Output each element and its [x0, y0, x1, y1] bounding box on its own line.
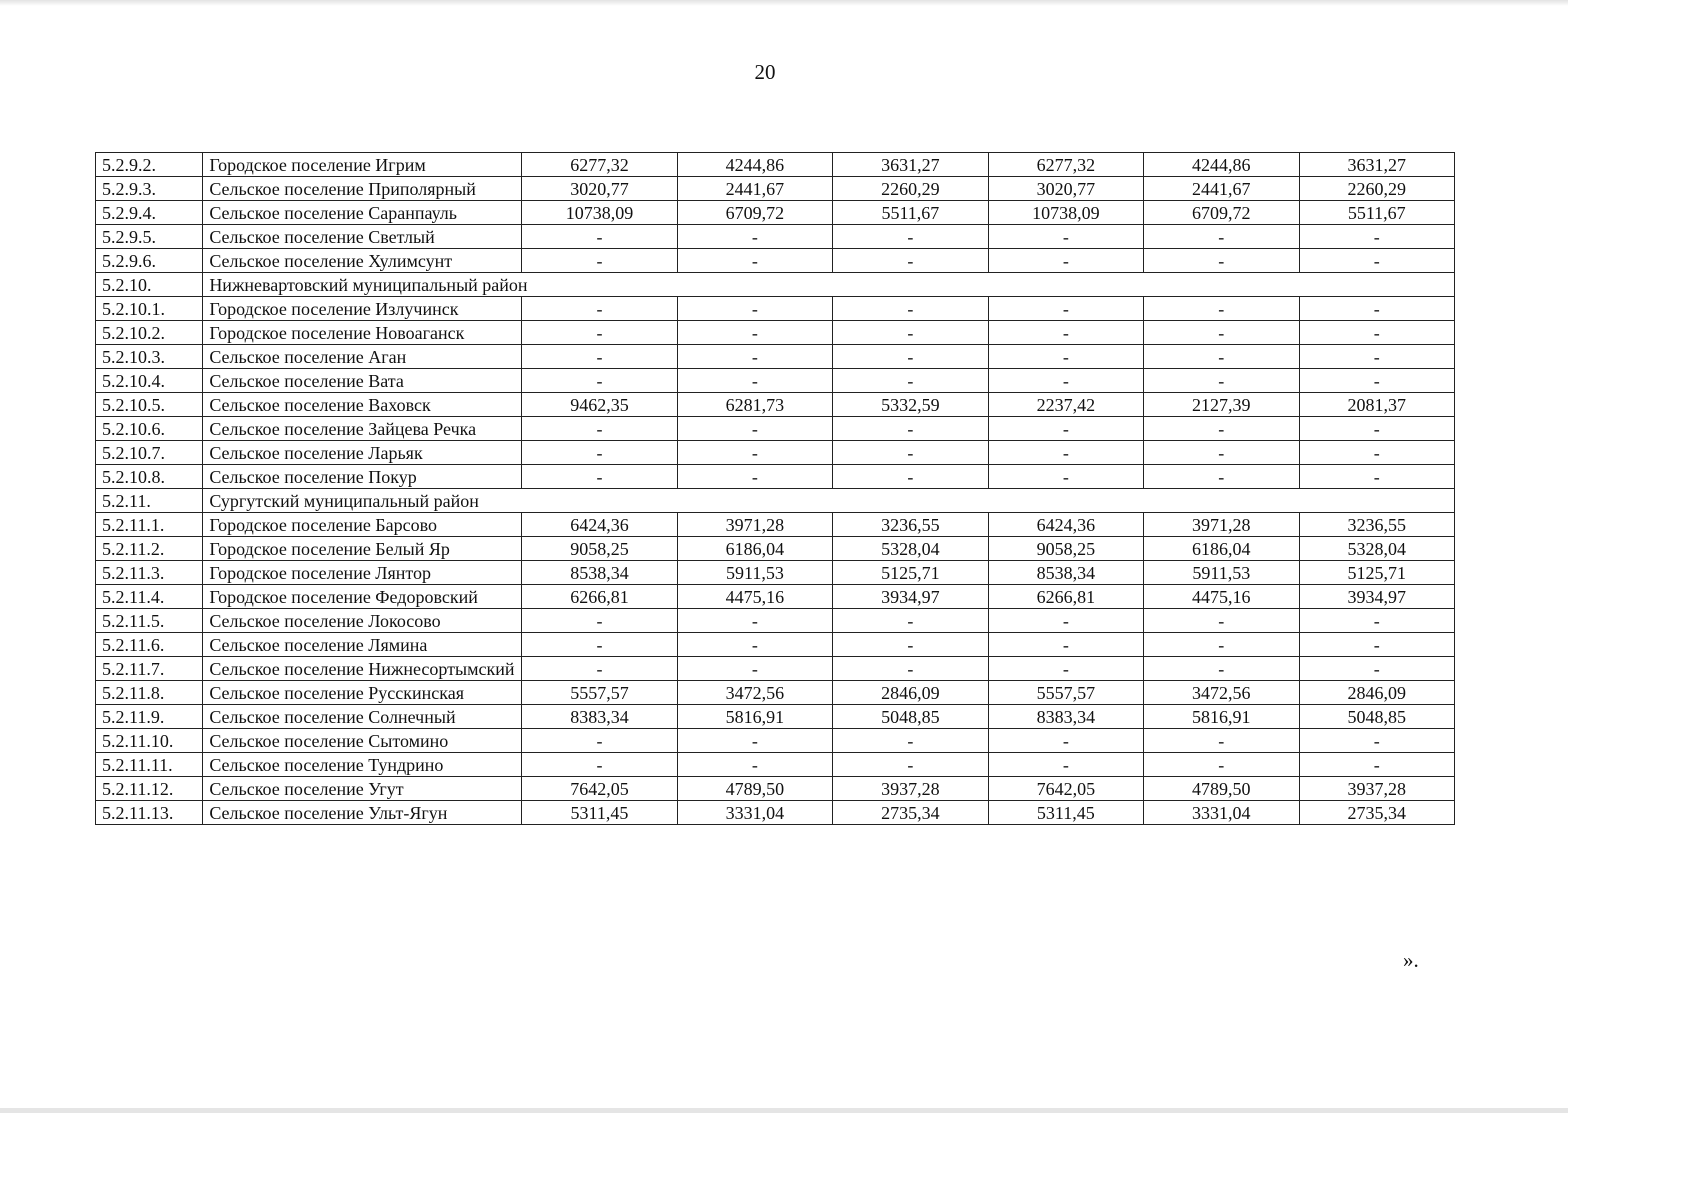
settlement-name: Сельское поселение Вата — [203, 369, 522, 393]
value-cell: 5816,91 — [1144, 705, 1299, 729]
value-cell: 2260,29 — [833, 177, 988, 201]
value-cell: - — [677, 345, 832, 369]
row-code: 5.2.9.3. — [96, 177, 203, 201]
value-cell: 2846,09 — [1299, 681, 1454, 705]
value-cell: 5328,04 — [1299, 537, 1454, 561]
value-cell: - — [1299, 321, 1454, 345]
value-cell: - — [522, 297, 677, 321]
value-cell: - — [1299, 417, 1454, 441]
value-cell: - — [1144, 657, 1299, 681]
value-cell: 5048,85 — [1299, 705, 1454, 729]
settlement-name: Сельское поселение Хулимсунт — [203, 249, 522, 273]
settlement-name: Сельское поселение Угут — [203, 777, 522, 801]
table-row — [96, 537, 1455, 561]
value-cell: - — [833, 465, 988, 489]
value-cell: - — [988, 345, 1143, 369]
row-code: 5.2.11.12. — [96, 777, 203, 801]
table-row — [96, 801, 1455, 825]
value-cell: - — [1144, 729, 1299, 753]
row-code: 5.2.10.7. — [96, 441, 203, 465]
value-cell: - — [833, 753, 988, 777]
value-cell: 5311,45 — [988, 801, 1143, 825]
value-cell: - — [988, 369, 1143, 393]
value-cell: - — [1144, 441, 1299, 465]
value-cell: 5557,57 — [988, 681, 1143, 705]
value-cell: - — [1144, 633, 1299, 657]
value-cell: - — [677, 249, 832, 273]
row-code: 5.2.11.6. — [96, 633, 203, 657]
value-cell: 2127,39 — [1144, 393, 1299, 417]
table-row — [96, 249, 1455, 273]
value-cell: 5048,85 — [833, 705, 988, 729]
value-cell: 10738,09 — [988, 201, 1143, 225]
settlement-name: Городское поселение Лянтор — [203, 561, 522, 585]
value-cell: 2441,67 — [677, 177, 832, 201]
settlement-name: Сельское поселение Нижнесортымский — [203, 657, 522, 681]
value-cell: - — [1299, 465, 1454, 489]
section-name: Нижневартовский муниципальный район — [203, 273, 1455, 297]
value-cell: - — [988, 441, 1143, 465]
value-cell: 3971,28 — [677, 513, 832, 537]
value-cell: - — [833, 321, 988, 345]
settlement-name: Городское поселение Излучинск — [203, 297, 522, 321]
settlement-name: Сельское поселение Зайцева Речка — [203, 417, 522, 441]
value-cell: - — [988, 465, 1143, 489]
settlement-name: Сельское поселение Светлый — [203, 225, 522, 249]
scan-edge-top — [0, 0, 1568, 6]
scan-edge-bottom — [0, 1108, 1568, 1113]
value-cell: 5311,45 — [522, 801, 677, 825]
value-cell: 6277,32 — [988, 153, 1143, 177]
value-cell: - — [833, 225, 988, 249]
value-cell: - — [677, 609, 832, 633]
table-row — [96, 609, 1455, 633]
value-cell: 5511,67 — [833, 201, 988, 225]
table-row — [96, 345, 1455, 369]
value-cell: - — [677, 657, 832, 681]
row-code: 5.2.9.4. — [96, 201, 203, 225]
value-cell: 8383,34 — [522, 705, 677, 729]
value-cell: 3631,27 — [1299, 153, 1454, 177]
value-cell: - — [1299, 633, 1454, 657]
value-cell: 5125,71 — [833, 561, 988, 585]
value-cell: - — [1144, 465, 1299, 489]
value-cell: - — [1144, 345, 1299, 369]
value-cell: 3631,27 — [833, 153, 988, 177]
value-cell: 2846,09 — [833, 681, 988, 705]
table-row — [96, 417, 1455, 441]
value-cell: - — [522, 753, 677, 777]
value-cell: 5328,04 — [833, 537, 988, 561]
table-row — [96, 681, 1455, 705]
value-cell: - — [1144, 297, 1299, 321]
value-cell: 3934,97 — [1299, 585, 1454, 609]
value-cell: - — [677, 753, 832, 777]
row-code: 5.2.9.6. — [96, 249, 203, 273]
value-cell: - — [677, 297, 832, 321]
value-cell: 2260,29 — [1299, 177, 1454, 201]
value-cell: - — [522, 441, 677, 465]
value-cell: - — [1144, 321, 1299, 345]
section-name: Сургутский муниципальный район — [203, 489, 1455, 513]
value-cell: 4475,16 — [677, 585, 832, 609]
table-row — [96, 201, 1455, 225]
row-code: 5.2.11.13. — [96, 801, 203, 825]
value-cell: - — [1144, 753, 1299, 777]
value-cell: 4244,86 — [1144, 153, 1299, 177]
value-cell: - — [522, 345, 677, 369]
value-cell: - — [1144, 249, 1299, 273]
value-cell: - — [1299, 657, 1454, 681]
value-cell: - — [677, 729, 832, 753]
row-code: 5.2.11.10. — [96, 729, 203, 753]
value-cell: - — [833, 297, 988, 321]
value-cell: - — [988, 417, 1143, 441]
value-cell: 3020,77 — [522, 177, 677, 201]
value-cell: - — [522, 369, 677, 393]
settlement-name: Городское поселение Игрим — [203, 153, 522, 177]
value-cell: 2081,37 — [1299, 393, 1454, 417]
value-cell: - — [1299, 345, 1454, 369]
value-cell: 6266,81 — [988, 585, 1143, 609]
value-cell: 8538,34 — [522, 561, 677, 585]
value-cell: 3236,55 — [1299, 513, 1454, 537]
value-cell: - — [1144, 417, 1299, 441]
value-cell: 3236,55 — [833, 513, 988, 537]
value-cell: 10738,09 — [522, 201, 677, 225]
value-cell: - — [522, 465, 677, 489]
settlement-name: Сельское поселение Локосово — [203, 609, 522, 633]
value-cell: 3472,56 — [677, 681, 832, 705]
value-cell: - — [1299, 441, 1454, 465]
value-cell: - — [522, 609, 677, 633]
row-code: 5.2.10.2. — [96, 321, 203, 345]
value-cell: - — [677, 465, 832, 489]
value-cell: - — [1144, 369, 1299, 393]
value-cell: - — [833, 633, 988, 657]
settlement-name: Сельское поселение Приполярный — [203, 177, 522, 201]
row-code: 5.2.11.8. — [96, 681, 203, 705]
value-cell: 5911,53 — [1144, 561, 1299, 585]
value-cell: - — [522, 729, 677, 753]
value-cell: - — [1299, 297, 1454, 321]
value-cell: 4244,86 — [677, 153, 832, 177]
value-cell: - — [988, 297, 1143, 321]
value-cell: - — [833, 369, 988, 393]
value-cell: - — [833, 249, 988, 273]
row-code: 5.2.11.5. — [96, 609, 203, 633]
value-cell: 7642,05 — [988, 777, 1143, 801]
value-cell: 3934,97 — [833, 585, 988, 609]
value-cell: 5125,71 — [1299, 561, 1454, 585]
value-cell: 5557,57 — [522, 681, 677, 705]
value-cell: 6277,32 — [522, 153, 677, 177]
table-row — [96, 753, 1455, 777]
closing-quote-mark: ». — [1403, 948, 1419, 972]
table-row — [96, 369, 1455, 393]
value-cell: - — [677, 321, 832, 345]
value-cell: 2735,34 — [833, 801, 988, 825]
settlement-name: Сельское поселение Тундрино — [203, 753, 522, 777]
value-cell: 2735,34 — [1299, 801, 1454, 825]
row-code: 5.2.11.7. — [96, 657, 203, 681]
value-cell: 5511,67 — [1299, 201, 1454, 225]
settlement-name: Городское поселение Барсово — [203, 513, 522, 537]
value-cell: - — [833, 609, 988, 633]
value-cell: 3937,28 — [833, 777, 988, 801]
value-cell: - — [988, 753, 1143, 777]
table-row — [96, 465, 1455, 489]
value-cell: - — [677, 225, 832, 249]
value-cell: 3971,28 — [1144, 513, 1299, 537]
value-cell: - — [833, 345, 988, 369]
row-code: 5.2.11. — [96, 489, 203, 513]
settlement-name: Сельское поселение Аган — [203, 345, 522, 369]
value-cell: - — [833, 729, 988, 753]
settlement-name: Сельское поселение Сытомино — [203, 729, 522, 753]
table-row — [96, 177, 1455, 201]
settlement-name: Сельское поселение Ульт-Ягун — [203, 801, 522, 825]
row-code: 5.2.11.1. — [96, 513, 203, 537]
settlement-name: Сельское поселение Русскинская — [203, 681, 522, 705]
value-cell: 3331,04 — [677, 801, 832, 825]
settlement-name: Сельское поселение Ваховск — [203, 393, 522, 417]
value-cell: - — [1299, 609, 1454, 633]
settlement-name: Городское поселение Федоровский — [203, 585, 522, 609]
value-cell: 5332,59 — [833, 393, 988, 417]
value-cell: - — [988, 249, 1143, 273]
settlement-name: Городское поселение Белый Яр — [203, 537, 522, 561]
value-cell: - — [677, 417, 832, 441]
value-cell: - — [677, 633, 832, 657]
value-cell: 3331,04 — [1144, 801, 1299, 825]
row-code: 5.2.10.6. — [96, 417, 203, 441]
table-row — [96, 657, 1455, 681]
row-code: 5.2.11.2. — [96, 537, 203, 561]
row-code: 5.2.9.2. — [96, 153, 203, 177]
row-code: 5.2.11.4. — [96, 585, 203, 609]
value-cell: 2237,42 — [988, 393, 1143, 417]
value-cell: 9058,25 — [522, 537, 677, 561]
settlement-name: Сельское поселение Покур — [203, 465, 522, 489]
row-code: 5.2.11.11. — [96, 753, 203, 777]
value-cell: 3020,77 — [988, 177, 1143, 201]
table-body — [96, 153, 1455, 825]
table-row — [96, 225, 1455, 249]
value-cell: 6266,81 — [522, 585, 677, 609]
section-row — [96, 273, 1455, 297]
table-row — [96, 729, 1455, 753]
table-row — [96, 393, 1455, 417]
settlement-name: Сельское поселение Солнечный — [203, 705, 522, 729]
table-row — [96, 705, 1455, 729]
value-cell: 9058,25 — [988, 537, 1143, 561]
value-cell: - — [522, 249, 677, 273]
value-cell: - — [833, 441, 988, 465]
value-cell: - — [988, 729, 1143, 753]
value-cell: - — [833, 657, 988, 681]
value-cell: - — [1299, 753, 1454, 777]
value-cell: 6709,72 — [677, 201, 832, 225]
value-cell: - — [522, 633, 677, 657]
value-cell: - — [522, 417, 677, 441]
value-cell: 7642,05 — [522, 777, 677, 801]
value-cell: 2441,67 — [1144, 177, 1299, 201]
row-code: 5.2.10.4. — [96, 369, 203, 393]
table-row — [96, 153, 1455, 177]
value-cell: 6709,72 — [1144, 201, 1299, 225]
value-cell: 8383,34 — [988, 705, 1143, 729]
value-cell: 9462,35 — [522, 393, 677, 417]
section-row — [96, 489, 1455, 513]
value-cell: - — [677, 369, 832, 393]
value-cell: - — [988, 657, 1143, 681]
value-cell: 6186,04 — [677, 537, 832, 561]
value-cell: - — [833, 417, 988, 441]
value-cell: - — [522, 657, 677, 681]
row-code: 5.2.11.9. — [96, 705, 203, 729]
table-row — [96, 777, 1455, 801]
value-cell: - — [988, 321, 1143, 345]
table-row — [96, 441, 1455, 465]
value-cell: 6424,36 — [522, 513, 677, 537]
row-code: 5.2.10.3. — [96, 345, 203, 369]
value-cell: 3472,56 — [1144, 681, 1299, 705]
value-cell: 3937,28 — [1299, 777, 1454, 801]
value-cell: - — [1299, 369, 1454, 393]
table-row — [96, 321, 1455, 345]
value-cell: 6424,36 — [988, 513, 1143, 537]
page-number: 20 — [754, 60, 776, 84]
value-cell: 6186,04 — [1144, 537, 1299, 561]
value-cell: - — [988, 609, 1143, 633]
settlement-name: Сельское поселение Саранпауль — [203, 201, 522, 225]
value-cell: - — [988, 225, 1143, 249]
value-cell: - — [1299, 225, 1454, 249]
value-cell: - — [1299, 729, 1454, 753]
row-code: 5.2.10.5. — [96, 393, 203, 417]
row-code: 5.2.10.8. — [96, 465, 203, 489]
value-cell: - — [522, 225, 677, 249]
value-cell: - — [1144, 225, 1299, 249]
value-cell: 4475,16 — [1144, 585, 1299, 609]
table-row — [96, 585, 1455, 609]
table-row — [96, 297, 1455, 321]
value-cell: - — [677, 441, 832, 465]
value-cell: 4789,50 — [677, 777, 832, 801]
table-row — [96, 633, 1455, 657]
table-row — [96, 561, 1455, 585]
table-row — [96, 513, 1455, 537]
value-cell: 4789,50 — [1144, 777, 1299, 801]
row-code: 5.2.10. — [96, 273, 203, 297]
value-cell: 5911,53 — [677, 561, 832, 585]
row-code: 5.2.10.1. — [96, 297, 203, 321]
value-cell: - — [988, 633, 1143, 657]
value-cell: 8538,34 — [988, 561, 1143, 585]
tariff-table — [95, 152, 1455, 825]
value-cell: 5816,91 — [677, 705, 832, 729]
value-cell: - — [1299, 249, 1454, 273]
settlement-name: Сельское поселение Ларьяк — [203, 441, 522, 465]
settlement-name: Городское поселение Новоаганск — [203, 321, 522, 345]
value-cell: 6281,73 — [677, 393, 832, 417]
row-code: 5.2.9.5. — [96, 225, 203, 249]
value-cell: - — [1144, 609, 1299, 633]
row-code: 5.2.11.3. — [96, 561, 203, 585]
value-cell: - — [522, 321, 677, 345]
settlement-name: Сельское поселение Лямина — [203, 633, 522, 657]
